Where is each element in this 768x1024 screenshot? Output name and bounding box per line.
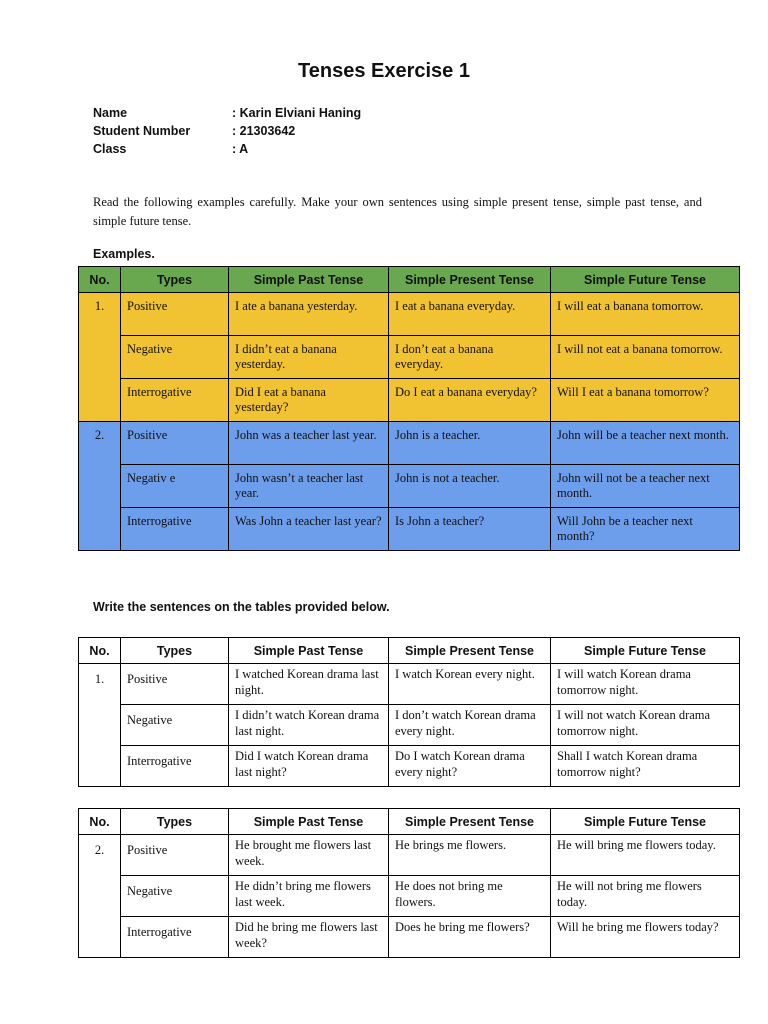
student-number-value: : 21303642: [232, 124, 296, 138]
row-type: Negative: [121, 876, 229, 917]
cell-future: I will not watch Korean drama tomorrow night.: [551, 705, 740, 746]
row-type: Positive: [121, 422, 229, 465]
cell-past: Did I eat a banana yesterday?: [229, 379, 389, 422]
table-row: [79, 465, 740, 508]
row-number: 2.: [79, 835, 121, 958]
table-header-row: [79, 267, 740, 293]
header-present: Simple Present Tense: [389, 267, 551, 293]
info-row-class: [93, 142, 361, 160]
cell-present: I don’t watch Korean drama every night.: [389, 705, 551, 746]
info-row-name: [93, 106, 361, 124]
row-type: Positive: [121, 664, 229, 705]
header-no: No.: [79, 809, 121, 835]
cell-present: He brings me flowers.: [389, 835, 551, 876]
table-row: [79, 293, 740, 336]
cell-present: I watch Korean every night.: [389, 664, 551, 705]
cell-future: Shall I watch Korean drama tomorrow night?: [551, 746, 740, 787]
cell-past: I didn’t eat a banana yesterday.: [229, 336, 389, 379]
table-header-row: [79, 638, 740, 664]
table-row: [79, 422, 740, 465]
student-number-label: Student Number: [93, 124, 191, 138]
cell-past: He brought me flowers last week.: [229, 835, 389, 876]
header-past: Simple Past Tense: [229, 638, 389, 664]
cell-future: Will I eat a banana tomorrow?: [551, 379, 740, 422]
table-row: [79, 336, 740, 379]
header-types: Types: [121, 267, 229, 293]
cell-future: I will not eat a banana tomorrow.: [551, 336, 740, 379]
header-no: No.: [79, 638, 121, 664]
header-types: Types: [121, 638, 229, 664]
table-row: [79, 664, 740, 705]
row-number: 2.: [79, 422, 121, 551]
table-row: [79, 876, 740, 917]
cell-present: Is John a teacher?: [389, 508, 551, 551]
cell-past: Was John a teacher last year?: [229, 508, 389, 551]
cell-present: Do I watch Korean drama every night?: [389, 746, 551, 787]
row-number: 1.: [79, 664, 121, 787]
cell-present: Does he bring me flowers?: [389, 917, 551, 958]
cell-future: John will be a teacher next month.: [551, 422, 740, 465]
table-row: [79, 835, 740, 876]
cell-past: He didn’t bring me flowers last week.: [229, 876, 389, 917]
instructions-paragraph: Read the following examples carefully. Make your own sentences using simple present tense, simple past tense, and simple future tense.: [93, 195, 702, 228]
cell-present: I don’t eat a banana everyday.: [389, 336, 551, 379]
row-type: Interrogative: [121, 508, 229, 551]
table-header-row: [79, 809, 740, 835]
header-future: Simple Future Tense: [551, 638, 740, 664]
cell-present: John is not a teacher.: [389, 465, 551, 508]
class-label: Class: [93, 142, 127, 156]
cell-present: John is a teacher.: [389, 422, 551, 465]
cell-past: John wasn’t a teacher last year.: [229, 465, 389, 508]
header-past: Simple Past Tense: [229, 809, 389, 835]
header-future: Simple Future Tense: [551, 809, 740, 835]
cell-past: Did I watch Korean drama last night?: [229, 746, 389, 787]
cell-past: Did he bring me flowers last week?: [229, 917, 389, 958]
row-type: Interrogative: [121, 917, 229, 958]
cell-past: I ate a banana yesterday.: [229, 293, 389, 336]
header-present: Simple Present Tense: [389, 638, 551, 664]
cell-present: Do I eat a banana everyday?: [389, 379, 551, 422]
examples-table: [78, 266, 740, 551]
cell-future: I will watch Korean drama tomorrow night.: [551, 664, 740, 705]
answer-table-2: [78, 808, 740, 958]
page-title: Tenses Exercise 1: [298, 60, 470, 82]
cell-past: I didn’t watch Korean drama last night.: [229, 705, 389, 746]
table-row: [79, 379, 740, 422]
header-types: Types: [121, 809, 229, 835]
row-type: Negative: [121, 705, 229, 746]
cell-future: I will eat a banana tomorrow.: [551, 293, 740, 336]
student-info: [93, 106, 361, 160]
cell-future: Will John be a teacher next month?: [551, 508, 740, 551]
examples-heading: Examples.: [93, 247, 155, 261]
table-row: [79, 746, 740, 787]
header-present: Simple Present Tense: [389, 809, 551, 835]
cell-present: He does not bring me flowers.: [389, 876, 551, 917]
row-number: 1.: [79, 293, 121, 422]
cell-future: He will not bring me flowers today.: [551, 876, 740, 917]
name-value: : Karin Elviani Haning: [232, 106, 362, 120]
cell-future: Will he bring me flowers today?: [551, 917, 740, 958]
cell-past: John was a teacher last year.: [229, 422, 389, 465]
row-type: Interrogative: [121, 746, 229, 787]
row-type: Interrogative: [121, 379, 229, 422]
answer-table-1: [78, 637, 740, 787]
info-row-student-number: [93, 124, 361, 142]
table-row: [79, 508, 740, 551]
row-type: Negative: [121, 336, 229, 379]
header-past: Simple Past Tense: [229, 267, 389, 293]
header-future: Simple Future Tense: [551, 267, 740, 293]
name-label: Name: [93, 106, 128, 120]
cell-past: I watched Korean drama last night.: [229, 664, 389, 705]
class-value: : A: [232, 142, 249, 156]
header-no: No.: [79, 267, 121, 293]
cell-future: John will not be a teacher next month.: [551, 465, 740, 508]
cell-present: I eat a banana everyday.: [389, 293, 551, 336]
row-type: Positive: [121, 293, 229, 336]
write-heading: Write the sentences on the tables provided below.: [93, 600, 390, 614]
table-row: [79, 705, 740, 746]
row-type: Negativ e: [121, 465, 229, 508]
table-row: [79, 917, 740, 958]
row-type: Positive: [121, 835, 229, 876]
cell-future: He will bring me flowers today.: [551, 835, 740, 876]
